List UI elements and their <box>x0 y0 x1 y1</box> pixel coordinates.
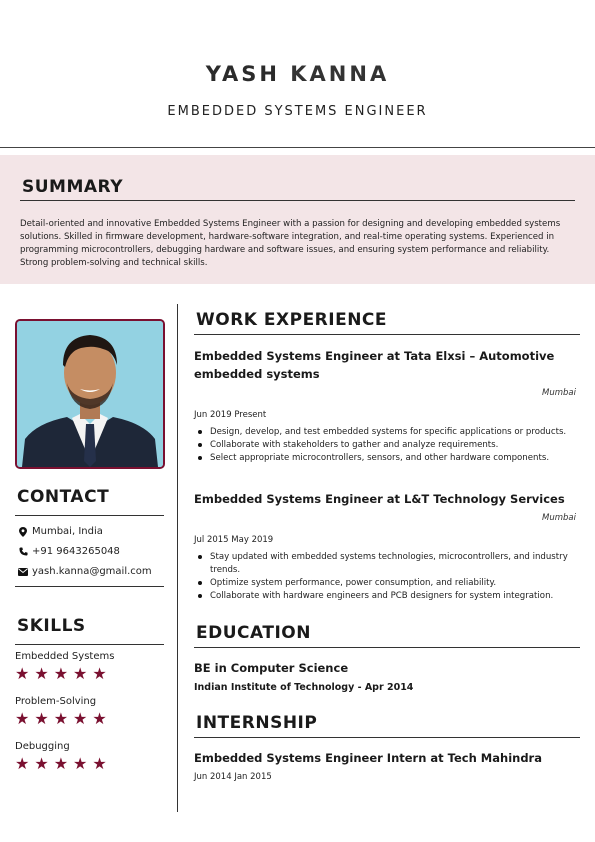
internship-dates: Jun 2014 Jan 2015 <box>194 772 272 782</box>
skill-name: Debugging <box>15 741 70 752</box>
summary-text: Detail-oriented and innovative Embedded Systems Engineer with a passion for designing and developing embedded systems solutions. Skilled in firmware development, hardware-software integration, and real-time operating systems. Experienced in programming microcontrollers, debugging hardware and software issues, and ensuring system performance and reliability. Strong problem-solving and technical skills. <box>20 219 561 268</box>
phone-icon <box>15 547 31 556</box>
contact-divider-bottom <box>15 586 164 587</box>
star-filled-icon: ★ <box>92 754 107 773</box>
star-filled-icon: ★ <box>34 709 49 728</box>
star-filled-icon: ★ <box>73 754 88 773</box>
envelope-icon <box>15 568 31 576</box>
job-title: EMBEDDED SYSTEMS ENGINEER <box>167 104 428 119</box>
list-item: Select appropriate microcontrollers, sensors, and other hardware components. <box>194 452 580 465</box>
list-item: Collaborate with hardware engineers and PCB designers for system integration. <box>194 590 580 603</box>
star-filled-icon: ★ <box>34 664 49 683</box>
summary-heading: SUMMARY <box>22 177 124 197</box>
star-filled-icon: ★ <box>15 664 30 683</box>
contact-email <box>15 566 152 577</box>
skill-name: Problem-Solving <box>15 696 97 707</box>
star-filled-icon: ★ <box>15 754 30 773</box>
contact-phone <box>15 546 120 557</box>
job-title-1: Embedded Systems Engineer at Tata Elxsi – Automotive embedded systems <box>194 349 555 381</box>
star-filled-icon: ★ <box>73 709 88 728</box>
contact-location <box>15 526 103 537</box>
star-filled-icon: ★ <box>15 709 30 728</box>
job-location-1: Mumbai <box>542 388 576 398</box>
phone-text[interactable]: +91 9643265048 <box>32 546 120 557</box>
star-filled-icon: ★ <box>34 754 49 773</box>
summary-divider <box>20 200 575 201</box>
job-bullets-2 <box>194 551 580 603</box>
work-heading: WORK EXPERIENCE <box>196 310 388 330</box>
education-institution: Indian Institute of Technology - Apr 2014 <box>194 682 414 693</box>
skill-name: Embedded Systems <box>15 651 115 662</box>
summary-section <box>0 155 595 284</box>
location-text: Mumbai, India <box>32 526 103 537</box>
resume-header <box>0 0 595 148</box>
map-pin-icon <box>15 527 31 537</box>
list-item: Design, develop, and test embedded systems for specific applications or products. <box>194 426 580 439</box>
internship-title: Embedded Systems Engineer Intern at Tech Mahindra <box>194 751 542 765</box>
contact-divider-top <box>15 515 164 516</box>
star-filled-icon: ★ <box>53 754 69 773</box>
portrait-illustration <box>17 321 163 467</box>
education-degree: BE in Computer Science <box>194 661 349 675</box>
job-bullets-1 <box>194 426 580 465</box>
education-heading: EDUCATION <box>196 623 311 643</box>
star-filled-icon: ★ <box>92 709 107 728</box>
internship-heading: INTERNSHIP <box>196 713 318 733</box>
profile-photo <box>15 319 165 469</box>
education-divider <box>194 647 580 648</box>
column-divider <box>177 304 178 812</box>
star-filled-icon: ★ <box>73 664 88 683</box>
first-name: YASH <box>205 62 280 86</box>
job-dates-2: Jul 2015 May 2019 <box>194 535 274 545</box>
star-filled-icon: ★ <box>53 709 69 728</box>
email-text[interactable]: yash.kanna@gmail.com <box>32 566 152 577</box>
job-location-2: Mumbai <box>542 513 576 523</box>
list-item: Collaborate with stakeholders to gather and analyze requirements. <box>194 439 580 452</box>
job-dates-1: Jun 2019 Present <box>194 410 267 420</box>
candidate-name <box>0 62 595 86</box>
star-filled-icon: ★ <box>53 664 69 683</box>
last-name: KANNA <box>290 62 390 86</box>
internship-divider <box>194 737 580 738</box>
skill-rating <box>15 666 107 682</box>
list-item: Optimize system performance, power consumption, and reliability. <box>194 577 580 590</box>
skills-heading: SKILLS <box>17 616 86 636</box>
skill-rating <box>15 756 107 772</box>
contact-heading: CONTACT <box>17 487 110 507</box>
list-item: Stay updated with embedded systems technologies, microcontrollers, and industry trends. <box>194 551 580 577</box>
star-filled-icon: ★ <box>92 664 107 683</box>
skill-rating <box>15 711 107 727</box>
work-divider <box>194 334 580 335</box>
job-title-2: Embedded Systems Engineer at L&T Technology Services <box>194 492 565 506</box>
skills-divider <box>15 644 164 645</box>
